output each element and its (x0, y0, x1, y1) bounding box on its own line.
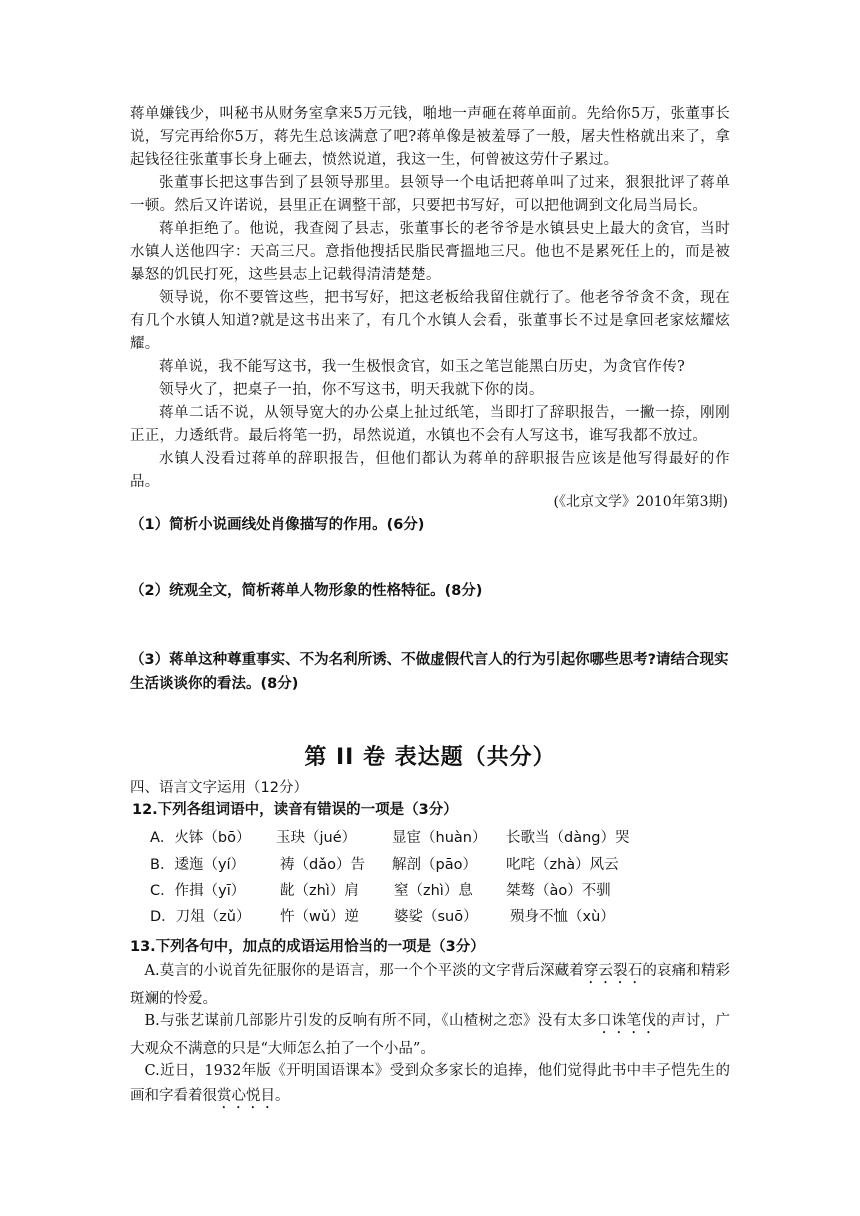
option-row-a (150, 826, 750, 852)
option-b-3: 解剖（pāo） (392, 857, 477, 873)
option-b-1: B．逶迤（yí） (150, 857, 246, 873)
question-2: （2）统观全文，简析蒋单人物形象的性格特征。(8分) (130, 583, 483, 599)
option-a-1: A．火钵（bō） (150, 830, 251, 846)
option-d-2: 忤（wǔ）逆 (280, 909, 360, 925)
q13-option-a-text: A.莫言的小说首先征服你的是语言，那一个个平淡的文字背后深藏着 (144, 963, 584, 979)
option-b-4: 叱咤（zhà）风云 (506, 857, 619, 873)
article-paragraph: 领导火了，把桌子一拍，你不写这书，明天我就下你的岗。 (159, 382, 544, 398)
article-paragraph: 水镇人没看过蒋单的辞职报告，但他们都认为蒋单的辞职报告应该是他写得最好的作品。 (130, 451, 730, 490)
q13-option-c-text: C.近日，1932年版《开明国语课本》受到众多家长的追捧，他们觉得此书中丰子恺先生的画和字看着很 (130, 1063, 730, 1104)
question-1: （1）简析小说画线处肖像描写的作用。(6分) (130, 517, 425, 533)
option-row-d (150, 905, 750, 931)
article-paragraph: 张董事长把这事告到了县领导那里。县领导一个电话把蒋单叫了过来，狠狠批评了蒋单一顿。然后又许诺说，县里正在调整干部，只要把书写好，可以把他调到文化局当局长。 (130, 175, 730, 214)
q13-option-a (130, 959, 730, 1012)
q13-option-c-idiom: 赏心悦目 (217, 1088, 275, 1104)
option-b-2: 祷（dǎo）告 (280, 857, 365, 873)
option-c-2: 龀（zhì）肩 (280, 883, 359, 899)
option-c-4: 桀骜（ào）不驯 (506, 883, 611, 899)
option-c-3: 窒（zhì）息 (394, 883, 473, 899)
q13-option-a-idiom: 穿云裂石 (583, 963, 643, 979)
q13-option-c-text-end: 。 (275, 1088, 290, 1104)
q13-option-b-text: B.与张艺谋前几部影片引发的反响有所不同，《山楂树之恋》没有太多 (144, 1013, 598, 1029)
article-paragraph: 蒋单说，我不能写这书，我一生极恨贪官，如玉之笔岂能黑白历史，为贪官作传? (159, 359, 686, 375)
question-3: （3）蒋单这种尊重事实、不为名利所诱、不做虚假代言人的行为引起你哪些思考?请结合现实生活谈谈你的看法。(8分) (130, 652, 729, 692)
q13-option-c (130, 1059, 730, 1112)
article-source: (《北京文学》2010年第3期) (553, 494, 728, 510)
option-d-3: 婆娑（suō） (394, 909, 478, 925)
option-d-1: D．刀俎（zǔ） (150, 909, 251, 925)
article-paragraph: 领导说，你不要管这些，把书写好，把这老板给我留住就行了。他老爷爷贪不贪，现在有几个水镇人知道?就是这书出来了，有几个水镇人会看，张董事长不过是拿回老家炫耀炫耀。 (130, 290, 730, 352)
article-paragraph: 蒋单拒绝了。他说，我查阅了县志，张董事长的老爷爷是水镇县史上最大的贪官，当时水镇人送他四字：天高三尺。意指他搜括民脂民膏搵地三尺。他也不是累死任上的，而是被暴怒的饥民打死，这些县志上记载得清清楚楚。 (130, 221, 730, 283)
q13-option-a-text-end: 的哀痛和精彩斑斓的怜爱。 (130, 963, 731, 1007)
question-13: 13.下列各句中，加点的成语运用恰当的一项是（3分） (130, 939, 485, 955)
option-a-2: 玉玦（jué） (276, 830, 357, 846)
q13-option-b-text-end: 的声讨，广大观众不满意的只是“大师怎么拍了一个小品”。 (130, 1013, 731, 1057)
question-12: 12.下列各组词语中，读音有错误的一项是（3分） (132, 802, 458, 818)
option-d-4: 殒身不恤（xù） (510, 909, 615, 925)
article-paragraph: 蒋单二话不说，从领导宽大的办公桌上扯过纸笔，当即打了辞职报告，一撇一捺，刚刚正正，力透纸背。最后将笔一扔，昂然说道，水镇也不会有人写这书，谁写我都不放过。 (130, 405, 730, 444)
option-c-1: C．作揖（yī） (150, 883, 246, 899)
option-row-b (150, 853, 750, 879)
option-row-c (150, 879, 750, 905)
q13-option-b (130, 1009, 730, 1062)
option-a-4: 长歌当（dàng）哭 (506, 830, 630, 846)
section-heading: 四、语言文字运用（12分） (130, 780, 308, 796)
q13-option-b-idiom: 口诛笔伐 (597, 1013, 657, 1029)
part-title: 第 II 卷 表达题（共分） (304, 745, 556, 770)
article-paragraph: 蒋单嫌钱少，叫秘书从财务室拿来5万元钱，啪地一声砸在蒋单面前。先给你5万，张董事长说，写完再给你5万，蒋先生总该满意了吧?蒋单像是被羞辱了一般，屠夫性格就出来了，拿起钱径往张董事长身上砸去，愤然说道，我这一生，何曾被这劳什子累过。 (130, 106, 730, 168)
option-a-3: 显宦（huàn） (392, 830, 487, 846)
